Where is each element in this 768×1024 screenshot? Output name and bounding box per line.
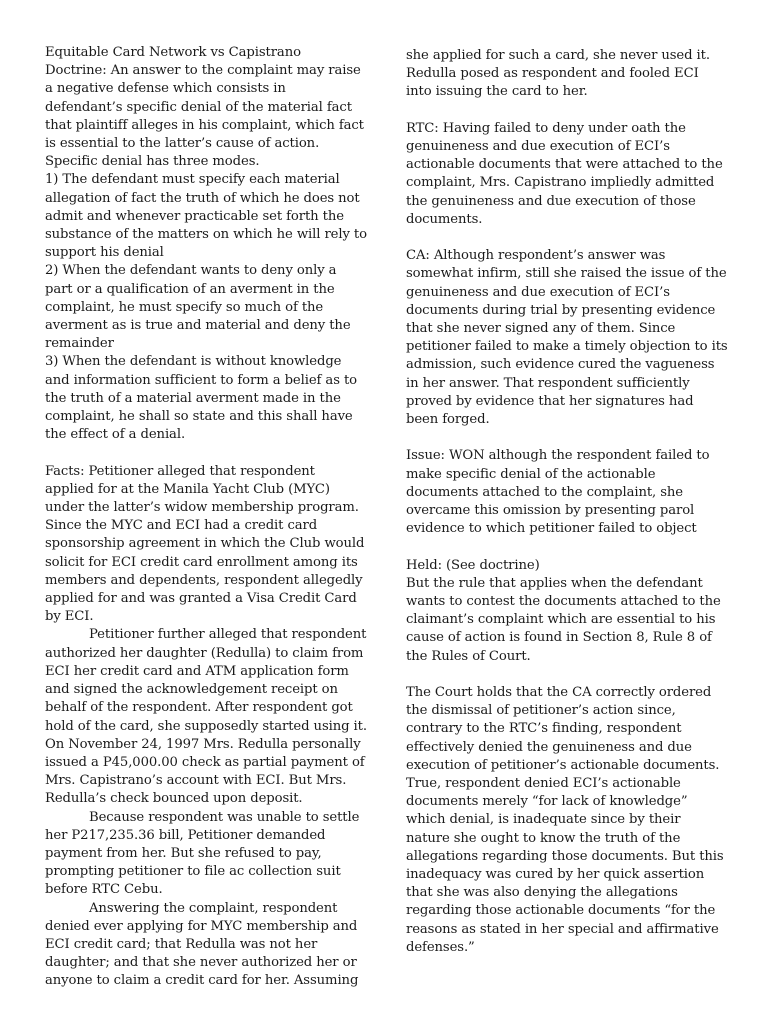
- ca-paragraph: CA: Although respondent’s answer was somewhat infirm, still she raised the issue of the genuineness and due execution of ECI’s documents during trial by presenting evidence that she never signed any of them. Since petitioner failed to make a timely objection to its admission, such evidence cured the vagueness in her answer. That respondent sufficiently proved by evidence that her signatures had been forged.: [406, 248, 728, 428]
- case-title: Equitable Card Network vs Capistrano: [45, 45, 301, 60]
- mode-1-paragraph: 1) The defendant must specify each material allegation of fact the truth of which he does not admit and whenever practicable set forth the substance of the matters on which he will rely to support his denial: [45, 172, 367, 261]
- rtc-paragraph: RTC: Having failed to deny under oath the genuineness and due execution of ECI’s actionable documents that were attached to the complaint, Mrs. Capistrano impliedly admitted the genuineness and due execution of those documents.: [406, 120, 723, 227]
- facts-continuation: she applied for such a card, she never used it. Redulla posed as respondent and fooled ECI into issuing the card to her.: [406, 48, 710, 100]
- paragraph-gap: [406, 229, 728, 247]
- doctrine-paragraph: Doctrine: An answer to the complaint may raise a negative defense which consists in defendant’s specific denial of the material fact that plaintiff alleges in his complaint, which fact is essential to the latter’s cause of action. Specific denial has three modes.: [45, 63, 364, 170]
- facts-paragraph-2: Petitioner further alleged that respondent authorized her daughter (Redulla) to claim from ECI her credit card and ATM application form and signed the acknowledgement receipt on behalf of the respondent. After respondent got hold of the card, she supposedly started using it. On November 24, 1997 Mrs. Redulla personally issued a P45,000.00 check as partial payment of Mrs. Capistrano’s account with ECI. But Mrs. Redulla’s check bounced upon deposit.: [45, 627, 367, 807]
- issue-paragraph: Issue: WON although the respondent failed to make specific denial of the actionable documents attached to the complaint, she overcame this omission by presenting parol evidence to which petitioner failed to object: [406, 448, 710, 537]
- paragraph-gap: [406, 538, 728, 556]
- facts-paragraph: Facts: Petitioner alleged that respondent applied for at the Manila Yacht Club (MYC) under the latter’s widow membership program. Since the MYC and ECI had a credit card sponsorship agreement in which the Club would solicit for ECI credit card enrollment among its members and dependents, respondent allegedly applied for and was granted a Visa Credit Card by ECI.: [45, 463, 365, 625]
- held-heading: Held: (See doctrine): [406, 557, 540, 573]
- mode-2-paragraph: 2) When the defendant wants to deny only a part or a qualification of an averment in the complaint, he must specify so much of the averment as is true and material and deny the remainder: [45, 263, 351, 352]
- right-column: [406, 47, 728, 957]
- court-holds-paragraph: The Court holds that the CA correctly ordered the dismissal of petitioner’s action since, contrary to the RTC’s finding, respondent effectively denied the genuineness and due execution of petitioner’s actionable documents. True, respondent denied ECI’s actionable documents merely “for lack of knowledge” which denial, is inadequate since by their nature she ought to know the truth of the allegations regarding those documents. But this inadequacy was cured by her quick assertion that she was also denying the allegations regarding those actionable documents “for the reasons as stated in her special and affirmative defenses.”: [406, 685, 724, 955]
- held-paragraph: But the rule that applies when the defendant wants to contest the documents attached to the claimant’s complaint which are essential to his cause of action is found in Section 8, Rule 8 of the Rules of Court.: [406, 575, 721, 664]
- facts-paragraph-4: Answering the complaint, respondent denied ever applying for MYC membership and ECI credit card; that Redulla was not her daughter; and that she never authorized her or anyone to claim a credit card for her. Assuming: [45, 900, 359, 989]
- facts-paragraph-3: Because respondent was unable to settle her P217,235.36 bill, Petitioner demanded payment from her. But she refused to pay, prompting petitioner to file ac collection suit before RTC Cebu.: [45, 809, 360, 898]
- paragraph-gap: [406, 666, 728, 684]
- paragraph-gap: [406, 429, 728, 447]
- left-column: [45, 44, 367, 991]
- paragraph-gap: [406, 102, 728, 120]
- paragraph-gap: [45, 444, 367, 462]
- mode-3-paragraph: 3) When the defendant is without knowledge and information sufficient to form a belief as to the truth of a material averment made in the complaint, he shall so state and this shall have the effect of a denial.: [45, 354, 357, 443]
